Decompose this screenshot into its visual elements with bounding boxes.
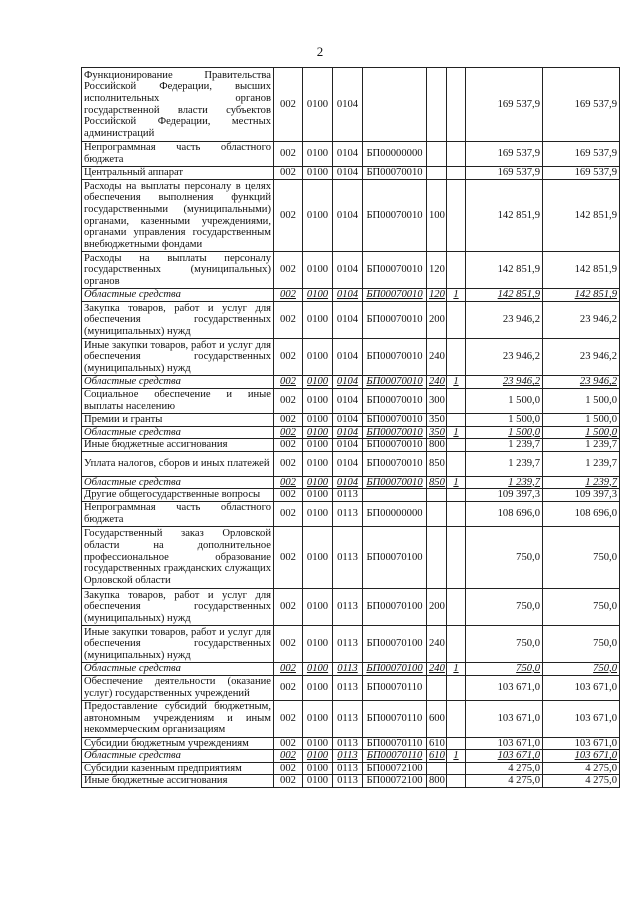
row-name-cell: Уплата налогов, сборов и иных платежей xyxy=(82,451,274,476)
pr-code-cell: 0113 xyxy=(333,662,363,675)
rz-code-cell: 0100 xyxy=(303,339,333,376)
pr-code-cell: 0104 xyxy=(333,426,363,439)
source-code-cell xyxy=(447,142,466,167)
pr-code-cell: 0104 xyxy=(333,451,363,476)
csr-code-cell: БП00070010 xyxy=(363,302,427,339)
amount-2-cell: 169 537,9 xyxy=(543,142,620,167)
pr-code-cell: 0113 xyxy=(333,775,363,788)
source-code-cell xyxy=(447,489,466,502)
rz-code-cell: 0100 xyxy=(303,252,333,289)
amount-1-cell: 750,0 xyxy=(466,526,543,588)
table-row xyxy=(82,302,620,339)
vr-code-cell: 300 xyxy=(427,389,447,414)
csr-code-cell: БП00070010 xyxy=(363,252,427,289)
gr-code-cell: 002 xyxy=(274,439,303,452)
csr-code-cell: БП00070010 xyxy=(363,180,427,252)
table-row xyxy=(82,414,620,427)
amount-1-cell: 169 537,9 xyxy=(466,142,543,167)
source-code-cell xyxy=(447,339,466,376)
csr-code-cell: БП00070100 xyxy=(363,662,427,675)
csr-code-cell xyxy=(363,489,427,502)
csr-code-cell: БП00070010 xyxy=(363,167,427,180)
amount-1-cell: 103 671,0 xyxy=(466,750,543,763)
table-row xyxy=(82,426,620,439)
vr-code-cell xyxy=(427,675,447,700)
amount-2-cell: 750,0 xyxy=(543,526,620,588)
vr-code-cell: 100 xyxy=(427,180,447,252)
row-name-cell: Областные средства xyxy=(82,476,274,489)
amount-2-cell: 23 946,2 xyxy=(543,339,620,376)
vr-code-cell xyxy=(427,501,447,526)
source-code-cell xyxy=(447,180,466,252)
amount-2-cell: 142 851,9 xyxy=(543,252,620,289)
amount-2-cell: 750,0 xyxy=(543,588,620,625)
amount-1-cell: 4 275,0 xyxy=(466,775,543,788)
source-code-cell xyxy=(447,167,466,180)
vr-code-cell xyxy=(427,526,447,588)
table-row xyxy=(82,489,620,502)
vr-code-cell xyxy=(427,167,447,180)
pr-code-cell: 0104 xyxy=(333,167,363,180)
amount-2-cell: 1 500,0 xyxy=(543,426,620,439)
table-row xyxy=(82,389,620,414)
rz-code-cell: 0100 xyxy=(303,476,333,489)
row-name-cell: Государственный заказ Орловской области на дополнительное профессиональное образование государственных гражданских служащих Орловской области xyxy=(82,526,274,588)
source-code-cell: 1 xyxy=(447,750,466,763)
pr-code-cell: 0104 xyxy=(333,389,363,414)
amount-1-cell: 1 500,0 xyxy=(466,389,543,414)
amount-2-cell: 108 696,0 xyxy=(543,501,620,526)
amount-1-cell: 1 239,7 xyxy=(466,451,543,476)
pr-code-cell: 0104 xyxy=(333,339,363,376)
table-row xyxy=(82,625,620,662)
row-name-cell: Премии и гранты xyxy=(82,414,274,427)
pr-code-cell: 0104 xyxy=(333,376,363,389)
amount-1-cell: 23 946,2 xyxy=(466,339,543,376)
gr-code-cell: 002 xyxy=(274,737,303,750)
amount-1-cell: 142 851,9 xyxy=(466,289,543,302)
amount-1-cell: 23 946,2 xyxy=(466,376,543,389)
amount-1-cell: 103 671,0 xyxy=(466,700,543,737)
source-code-cell xyxy=(447,775,466,788)
csr-code-cell: БП00070100 xyxy=(363,526,427,588)
table-row xyxy=(82,675,620,700)
table-row xyxy=(82,339,620,376)
amount-1-cell: 23 946,2 xyxy=(466,302,543,339)
vr-code-cell xyxy=(427,762,447,775)
row-name-cell: Иные бюджетные ассигнования xyxy=(82,439,274,452)
source-code-cell xyxy=(447,68,466,142)
source-code-cell xyxy=(447,389,466,414)
budget-table-body xyxy=(82,68,620,788)
gr-code-cell: 002 xyxy=(274,426,303,439)
amount-2-cell: 750,0 xyxy=(543,662,620,675)
rz-code-cell: 0100 xyxy=(303,700,333,737)
gr-code-cell: 002 xyxy=(274,588,303,625)
amount-2-cell: 109 397,3 xyxy=(543,489,620,502)
row-name-cell: Иные закупки товаров, работ и услуг для обеспечения государственных (муниципальных) нужд xyxy=(82,625,274,662)
amount-1-cell: 103 671,0 xyxy=(466,737,543,750)
rz-code-cell: 0100 xyxy=(303,588,333,625)
amount-1-cell: 142 851,9 xyxy=(466,252,543,289)
table-row xyxy=(82,762,620,775)
rz-code-cell: 0100 xyxy=(303,625,333,662)
row-name-cell: Областные средства xyxy=(82,662,274,675)
gr-code-cell: 002 xyxy=(274,68,303,142)
vr-code-cell: 350 xyxy=(427,414,447,427)
vr-code-cell: 120 xyxy=(427,252,447,289)
table-row xyxy=(82,588,620,625)
table-row xyxy=(82,439,620,452)
pr-code-cell: 0104 xyxy=(333,252,363,289)
rz-code-cell: 0100 xyxy=(303,289,333,302)
rz-code-cell: 0100 xyxy=(303,489,333,502)
amount-2-cell: 1 500,0 xyxy=(543,414,620,427)
amount-2-cell: 103 671,0 xyxy=(543,675,620,700)
pr-code-cell: 0113 xyxy=(333,750,363,763)
row-name-cell: Иные закупки товаров, работ и услуг для обеспечения государственных (муниципальных) нужд xyxy=(82,339,274,376)
amount-1-cell: 750,0 xyxy=(466,588,543,625)
vr-code-cell: 600 xyxy=(427,700,447,737)
csr-code-cell: БП00070010 xyxy=(363,414,427,427)
amount-2-cell: 1 239,7 xyxy=(543,451,620,476)
rz-code-cell: 0100 xyxy=(303,376,333,389)
row-name-cell: Предоставление субсидий бюджетным, автономным учреждениям и иным некоммерческим организациям xyxy=(82,700,274,737)
pr-code-cell: 0113 xyxy=(333,625,363,662)
source-code-cell xyxy=(447,675,466,700)
vr-code-cell xyxy=(427,489,447,502)
amount-2-cell: 4 275,0 xyxy=(543,775,620,788)
rz-code-cell: 0100 xyxy=(303,439,333,452)
table-row xyxy=(82,252,620,289)
amount-1-cell: 750,0 xyxy=(466,625,543,662)
pr-code-cell: 0113 xyxy=(333,501,363,526)
rz-code-cell: 0100 xyxy=(303,180,333,252)
rz-code-cell: 0100 xyxy=(303,142,333,167)
table-row xyxy=(82,289,620,302)
pr-code-cell: 0104 xyxy=(333,302,363,339)
row-name-cell: Социальное обеспечение и иные выплаты населению xyxy=(82,389,274,414)
gr-code-cell: 002 xyxy=(274,675,303,700)
source-code-cell xyxy=(447,588,466,625)
amount-2-cell: 169 537,9 xyxy=(543,68,620,142)
vr-code-cell: 240 xyxy=(427,339,447,376)
pr-code-cell: 0113 xyxy=(333,700,363,737)
table-row xyxy=(82,167,620,180)
source-code-cell xyxy=(447,451,466,476)
row-name-cell: Областные средства xyxy=(82,426,274,439)
rz-code-cell: 0100 xyxy=(303,68,333,142)
gr-code-cell: 002 xyxy=(274,762,303,775)
vr-code-cell: 800 xyxy=(427,439,447,452)
csr-code-cell: БП00070010 xyxy=(363,389,427,414)
gr-code-cell: 002 xyxy=(274,489,303,502)
csr-code-cell: БП00070010 xyxy=(363,451,427,476)
vr-code-cell: 240 xyxy=(427,376,447,389)
source-code-cell: 1 xyxy=(447,426,466,439)
csr-code-cell: БП00070110 xyxy=(363,737,427,750)
amount-2-cell: 142 851,9 xyxy=(543,289,620,302)
page-number: 2 xyxy=(316,44,324,59)
amount-2-cell: 169 537,9 xyxy=(543,167,620,180)
source-code-cell xyxy=(447,762,466,775)
rz-code-cell: 0100 xyxy=(303,451,333,476)
row-name-cell: Расходы на выплаты персоналу государственных (муниципальных) органов xyxy=(82,252,274,289)
rz-code-cell: 0100 xyxy=(303,167,333,180)
source-code-cell xyxy=(447,439,466,452)
row-name-cell: Другие общегосударственные вопросы xyxy=(82,489,274,502)
pr-code-cell: 0104 xyxy=(333,142,363,167)
source-code-cell xyxy=(447,501,466,526)
pr-code-cell: 0113 xyxy=(333,526,363,588)
pr-code-cell: 0113 xyxy=(333,737,363,750)
source-code-cell xyxy=(447,700,466,737)
amount-2-cell: 1 239,7 xyxy=(543,476,620,489)
vr-code-cell: 200 xyxy=(427,302,447,339)
vr-code-cell: 610 xyxy=(427,750,447,763)
amount-2-cell: 23 946,2 xyxy=(543,376,620,389)
amount-1-cell: 103 671,0 xyxy=(466,675,543,700)
rz-code-cell: 0100 xyxy=(303,737,333,750)
row-name-cell: Закупка товаров, работ и услуг для обеспечения государственных (муниципальных) нужд xyxy=(82,302,274,339)
vr-code-cell: 350 xyxy=(427,426,447,439)
vr-code-cell: 240 xyxy=(427,625,447,662)
gr-code-cell: 002 xyxy=(274,414,303,427)
gr-code-cell: 002 xyxy=(274,662,303,675)
source-code-cell: 1 xyxy=(447,662,466,675)
csr-code-cell: БП00072100 xyxy=(363,775,427,788)
rz-code-cell: 0100 xyxy=(303,775,333,788)
amount-2-cell: 1 500,0 xyxy=(543,389,620,414)
gr-code-cell: 002 xyxy=(274,167,303,180)
gr-code-cell: 002 xyxy=(274,625,303,662)
source-code-cell xyxy=(447,737,466,750)
csr-code-cell: БП00000000 xyxy=(363,142,427,167)
budget-table xyxy=(81,67,620,788)
rz-code-cell: 0100 xyxy=(303,526,333,588)
table-row xyxy=(82,662,620,675)
pr-code-cell: 0104 xyxy=(333,289,363,302)
row-name-cell: Иные бюджетные ассигнования xyxy=(82,775,274,788)
vr-code-cell: 610 xyxy=(427,737,447,750)
table-row xyxy=(82,476,620,489)
table-row xyxy=(82,501,620,526)
csr-code-cell: БП00070100 xyxy=(363,625,427,662)
csr-code-cell: БП00070110 xyxy=(363,675,427,700)
rz-code-cell: 0100 xyxy=(303,302,333,339)
table-row xyxy=(82,180,620,252)
csr-code-cell: БП00000000 xyxy=(363,501,427,526)
amount-1-cell: 108 696,0 xyxy=(466,501,543,526)
gr-code-cell: 002 xyxy=(274,501,303,526)
gr-code-cell: 002 xyxy=(274,289,303,302)
amount-1-cell: 1 239,7 xyxy=(466,476,543,489)
row-name-cell: Непрограммная часть областного бюджета xyxy=(82,501,274,526)
gr-code-cell: 002 xyxy=(274,252,303,289)
amount-1-cell: 169 537,9 xyxy=(466,68,543,142)
amount-1-cell: 1 500,0 xyxy=(466,414,543,427)
amount-1-cell: 1 500,0 xyxy=(466,426,543,439)
rz-code-cell: 0100 xyxy=(303,762,333,775)
row-name-cell: Областные средства xyxy=(82,376,274,389)
amount-1-cell: 169 537,9 xyxy=(466,167,543,180)
pr-code-cell: 0113 xyxy=(333,489,363,502)
source-code-cell: 1 xyxy=(447,376,466,389)
table-row xyxy=(82,737,620,750)
amount-2-cell: 103 671,0 xyxy=(543,737,620,750)
table-row xyxy=(82,750,620,763)
pr-code-cell: 0104 xyxy=(333,476,363,489)
rz-code-cell: 0100 xyxy=(303,501,333,526)
row-name-cell: Областные средства xyxy=(82,750,274,763)
row-name-cell: Центральный аппарат xyxy=(82,167,274,180)
vr-code-cell: 800 xyxy=(427,775,447,788)
csr-code-cell xyxy=(363,68,427,142)
pr-code-cell: 0104 xyxy=(333,414,363,427)
rz-code-cell: 0100 xyxy=(303,662,333,675)
amount-2-cell: 23 946,2 xyxy=(543,302,620,339)
table-row xyxy=(82,68,620,142)
row-name-cell: Функционирование Правительства Российской Федерации, высших исполнительных органов государственной власти субъектов Российской Федерации, местных администраций xyxy=(82,68,274,142)
row-name-cell: Субсидии бюджетным учреждениям xyxy=(82,737,274,750)
rz-code-cell: 0100 xyxy=(303,389,333,414)
gr-code-cell: 002 xyxy=(274,476,303,489)
amount-2-cell: 142 851,9 xyxy=(543,180,620,252)
rz-code-cell: 0100 xyxy=(303,750,333,763)
pr-code-cell: 0104 xyxy=(333,439,363,452)
amount-1-cell: 109 397,3 xyxy=(466,489,543,502)
gr-code-cell: 002 xyxy=(274,700,303,737)
source-code-cell xyxy=(447,302,466,339)
source-code-cell xyxy=(447,252,466,289)
csr-code-cell: БП00070010 xyxy=(363,376,427,389)
rz-code-cell: 0100 xyxy=(303,675,333,700)
vr-code-cell: 200 xyxy=(427,588,447,625)
csr-code-cell: БП00070010 xyxy=(363,426,427,439)
amount-2-cell: 1 239,7 xyxy=(543,439,620,452)
gr-code-cell: 002 xyxy=(274,180,303,252)
csr-code-cell: БП00070110 xyxy=(363,700,427,737)
row-name-cell: Расходы на выплаты персоналу в целях обеспечения выполнения функций государственными (муниципальными) органами, казенными учреждениями, органами управления государственным внебюджетными фондами xyxy=(82,180,274,252)
table-row xyxy=(82,700,620,737)
amount-2-cell: 103 671,0 xyxy=(543,700,620,737)
csr-code-cell: БП00070010 xyxy=(363,476,427,489)
source-code-cell xyxy=(447,625,466,662)
vr-code-cell: 120 xyxy=(427,289,447,302)
rz-code-cell: 0100 xyxy=(303,426,333,439)
gr-code-cell: 002 xyxy=(274,750,303,763)
csr-code-cell: БП00070100 xyxy=(363,588,427,625)
pr-code-cell: 0113 xyxy=(333,762,363,775)
gr-code-cell: 002 xyxy=(274,142,303,167)
row-name-cell: Областные средства xyxy=(82,289,274,302)
table-row xyxy=(82,451,620,476)
amount-1-cell: 142 851,9 xyxy=(466,180,543,252)
source-code-cell: 1 xyxy=(447,476,466,489)
csr-code-cell: БП00070010 xyxy=(363,439,427,452)
pr-code-cell: 0113 xyxy=(333,588,363,625)
gr-code-cell: 002 xyxy=(274,526,303,588)
source-code-cell xyxy=(447,526,466,588)
rz-code-cell: 0100 xyxy=(303,414,333,427)
table-row xyxy=(82,142,620,167)
amount-2-cell: 103 671,0 xyxy=(543,750,620,763)
vr-code-cell: 850 xyxy=(427,476,447,489)
row-name-cell: Непрограммная часть областного бюджета xyxy=(82,142,274,167)
gr-code-cell: 002 xyxy=(274,376,303,389)
gr-code-cell: 002 xyxy=(274,775,303,788)
source-code-cell xyxy=(447,414,466,427)
gr-code-cell: 002 xyxy=(274,339,303,376)
vr-code-cell: 240 xyxy=(427,662,447,675)
amount-2-cell: 750,0 xyxy=(543,625,620,662)
row-name-cell: Обеспечение деятельности (оказание услуг) государственных учреждений xyxy=(82,675,274,700)
vr-code-cell xyxy=(427,142,447,167)
vr-code-cell xyxy=(427,68,447,142)
csr-code-cell: БП00072100 xyxy=(363,762,427,775)
pr-code-cell: 0113 xyxy=(333,675,363,700)
gr-code-cell: 002 xyxy=(274,451,303,476)
csr-code-cell: БП00070010 xyxy=(363,289,427,302)
table-row xyxy=(82,376,620,389)
gr-code-cell: 002 xyxy=(274,389,303,414)
row-name-cell: Субсидии казенным предприятиям xyxy=(82,762,274,775)
amount-1-cell: 750,0 xyxy=(466,662,543,675)
pr-code-cell: 0104 xyxy=(333,68,363,142)
gr-code-cell: 002 xyxy=(274,302,303,339)
amount-1-cell: 1 239,7 xyxy=(466,439,543,452)
vr-code-cell: 850 xyxy=(427,451,447,476)
source-code-cell: 1 xyxy=(447,289,466,302)
csr-code-cell: БП00070110 xyxy=(363,750,427,763)
table-row xyxy=(82,775,620,788)
csr-code-cell: БП00070010 xyxy=(363,339,427,376)
amount-2-cell: 4 275,0 xyxy=(543,762,620,775)
row-name-cell: Закупка товаров, работ и услуг для обеспечения государственных (муниципальных) нужд xyxy=(82,588,274,625)
table-row xyxy=(82,526,620,588)
amount-1-cell: 4 275,0 xyxy=(466,762,543,775)
pr-code-cell: 0104 xyxy=(333,180,363,252)
